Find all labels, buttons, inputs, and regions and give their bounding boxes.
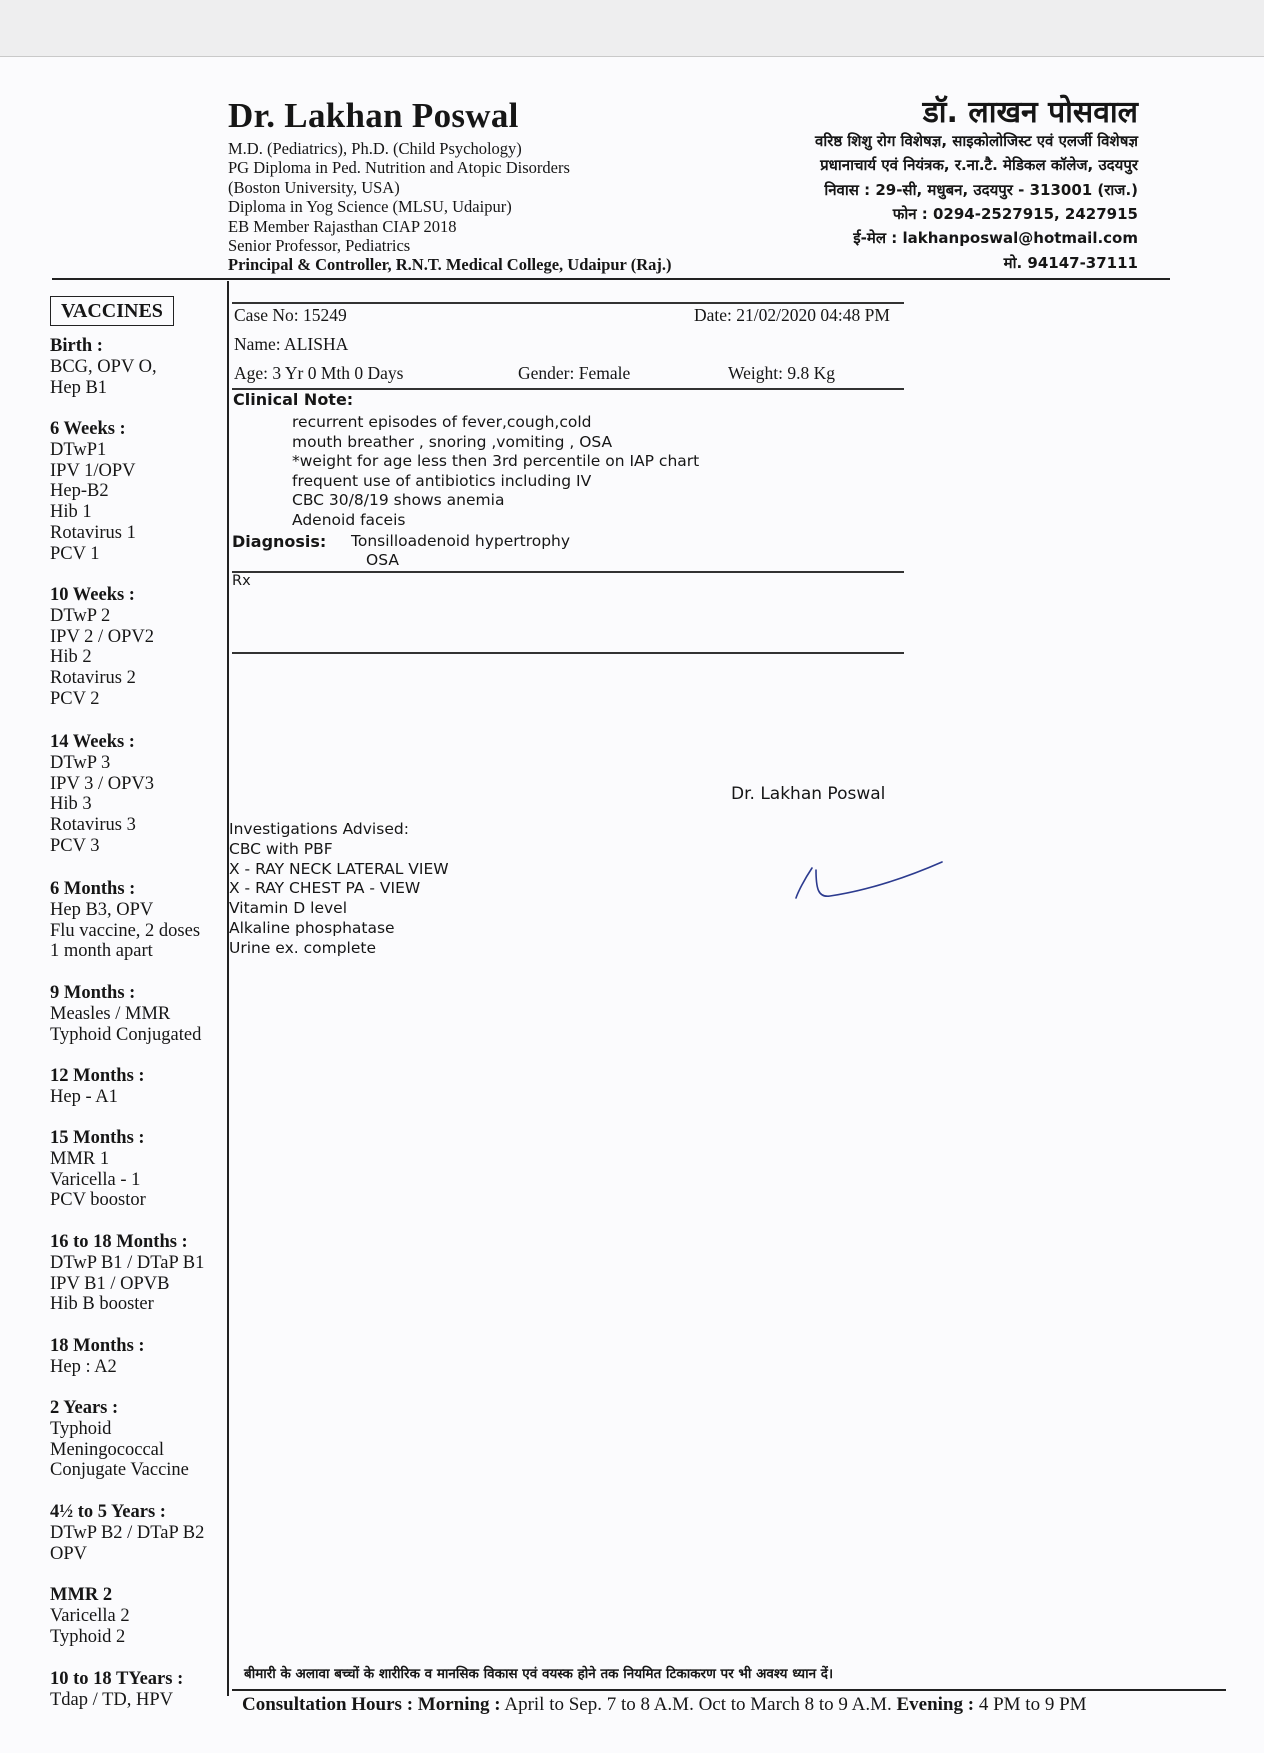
diagnosis-label: Diagnosis:	[232, 532, 327, 551]
vaccine-group-heading: Birth :	[50, 336, 103, 356]
vaccine-item: PCV 1	[50, 543, 100, 564]
vaccine-item: Measles / MMR	[50, 1003, 171, 1024]
consult-evening: 4 PM to 9 PM	[978, 1694, 1087, 1715]
hindi-designation: वरिष्ठ शिशु रोग विशेषज्ञ, साइकोलोजिस्ट एवं एलर्जी विशेषज्ञ	[815, 132, 1138, 150]
investigation-item: Urine ex. complete	[229, 938, 377, 957]
vaccine-item: Varicella 2	[50, 1605, 130, 1626]
vaccine-group-heading: 15 Months :	[50, 1128, 145, 1148]
clinical-notes	[292, 413, 699, 531]
vaccine-item: MMR 1	[50, 1148, 110, 1169]
vaccine-item: Typhoid Conjugated	[50, 1024, 202, 1045]
hindi-mobile: मो. 94147-37111	[1003, 254, 1138, 272]
vaccine-item: IPV 3 / OPV3	[50, 773, 154, 794]
vaccine-item: Hep B3, OPV	[50, 899, 154, 920]
vaccine-item: PCV 2	[50, 688, 100, 709]
vaccine-item: DTwP B2 / DTaP B2	[50, 1522, 205, 1543]
signature-scribble	[790, 858, 950, 904]
vaccine-item: DTwP B1 / DTaP B1	[50, 1252, 205, 1273]
vaccine-group-heading: 12 Months :	[50, 1066, 145, 1086]
vaccine-item: IPV 1/OPV	[50, 460, 136, 481]
investigation-item: Vitamin D level	[229, 899, 348, 918]
vaccine-item: Meningococcal	[50, 1439, 165, 1460]
hindi-address: निवास : 29-सी, मधुबन, उदयपुर - 313001 (राज.)	[824, 181, 1138, 199]
vaccine-item: Hep-B2	[50, 481, 109, 502]
case-number: Case No: 15249	[234, 305, 347, 325]
clinical-note-line: *weight for age less then 3rd percentile on IAP chart	[292, 452, 700, 471]
vaccine-item: Tdap / TD, HPV	[50, 1689, 173, 1710]
vaccine-item: IPV 2 / OPV2	[50, 626, 154, 647]
investigations	[229, 820, 449, 959]
vaccine-item: Flu vaccine, 2 doses	[50, 920, 201, 941]
patient-name: Name: ALISHA	[234, 334, 349, 354]
vaccine-item: DTwP 2	[50, 605, 111, 626]
clinical-note-label: Clinical Note:	[233, 390, 354, 409]
vaccine-item: Hib 2	[50, 647, 92, 668]
vaccine-item: Rotavirus 2	[50, 668, 136, 689]
clinical-note-line: recurrent episodes of fever,cough,cold	[292, 413, 592, 431]
footer-divider	[232, 1689, 1226, 1691]
consult-morning: April to Sep. 7 to 8 A.M. Oct to March 8 to 9 A.M.	[504, 1694, 892, 1715]
qualifications	[228, 139, 671, 275]
patient-gender: Gender: Female	[518, 363, 631, 383]
visit-date: Date: 21/02/2020 04:48 PM	[694, 305, 890, 325]
vaccine-group-heading: 10 Weeks :	[50, 585, 135, 605]
vaccine-group-heading: 4½ to 5 Years :	[50, 1502, 166, 1522]
rx-rule	[232, 652, 904, 654]
vaccine-item: PCV boostor	[50, 1190, 146, 1211]
qualification-line: Senior Professor, Pediatrics	[228, 236, 411, 256]
qualification-line: PG Diploma in Ped. Nutrition and Atopic Disorders	[228, 158, 570, 178]
diagnosis-line: Tonsilloadenoid hypertrophy	[351, 532, 571, 550]
clinical-note-line: CBC 30/8/19 shows anemia	[292, 491, 505, 510]
vaccine-item: Typhoid 2	[50, 1626, 126, 1647]
qualification-line: Diploma in Yog Science (MLSU, Udaipur)	[228, 197, 512, 217]
vaccine-item: Hib 1	[50, 502, 92, 523]
vaccine-item: Hep : A2	[50, 1356, 117, 1377]
vaccine-group-heading: 2 Years :	[50, 1398, 119, 1418]
vaccine-item: Varicella - 1	[50, 1169, 141, 1190]
hindi-position: प्रधानाचार्य एवं नियंत्रक, र.ना.टै. मेडिकल कॉलेज, उदयपुर	[820, 156, 1138, 174]
vaccine-group-12-months	[50, 1066, 228, 1108]
clinical-note-line: frequent use of antibiotics including IV	[292, 471, 592, 490]
vaccine-group-heading: 6 Months :	[50, 879, 136, 899]
vaccine-item: 1 month apart	[50, 941, 153, 962]
vaccine-item: Hep B1	[50, 377, 108, 398]
qualification-line: (Boston University, USA)	[228, 177, 400, 197]
vaccine-item: Rotavirus 1	[50, 522, 136, 543]
vaccine-group-4-5-years	[50, 1502, 228, 1564]
vaccine-group-16-18-months	[50, 1232, 228, 1315]
principal-line: Principal & Controller, R.N.T. Medical College, Udaipur (Raj.)	[228, 255, 672, 275]
consult-label: Consultation Hours : Morning :	[242, 1694, 501, 1715]
investigation-item: X - RAY NECK LATERAL VIEW	[229, 859, 449, 878]
vaccine-group-15-months	[50, 1128, 228, 1211]
vaccine-group-6-weeks	[50, 419, 228, 565]
vaccine-group-heading: 14 Weeks :	[50, 732, 135, 752]
vaccine-group-heading: 10 to 18 TYears :	[50, 1669, 184, 1689]
vaccine-item: BCG, OPV O,	[50, 356, 157, 377]
signature-name: Dr. Lakhan Poswal	[731, 784, 886, 804]
investigation-item: Alkaline phosphatase	[229, 918, 395, 937]
vaccine-item: DTwP1	[50, 439, 107, 460]
hindi-phone: फोन : 0294-2527915, 2427915	[892, 205, 1138, 223]
vaccine-group-10-weeks	[50, 585, 228, 710]
vaccine-item: PCV 3	[50, 835, 100, 856]
vaccine-group-heading: 6 Weeks :	[50, 419, 126, 439]
vaccine-item: Hep - A1	[50, 1086, 118, 1107]
header-divider	[52, 278, 1170, 280]
vaccine-group-mmr-2	[50, 1585, 228, 1647]
vaccine-item: IPV B1 / OPVB	[50, 1273, 170, 1294]
hindi-doctor-name: डॉ. लाखन पोसवाल	[922, 95, 1138, 130]
investigation-item: CBC with PBF	[229, 839, 333, 858]
vaccine-item: OPV	[50, 1543, 88, 1564]
rx-label: Rx	[232, 573, 251, 589]
vaccine-item: Hib 3	[50, 794, 92, 815]
patient-weight: Weight: 9.8 Kg	[728, 363, 835, 383]
scan-top-strip	[0, 0, 1264, 57]
patient-top-rule	[232, 302, 904, 304]
consult-evening-label: Evening :	[896, 1694, 975, 1715]
diagnosis-line: OSA	[366, 551, 399, 569]
vaccine-item: Rotavirus 3	[50, 815, 136, 836]
vaccine-item: DTwP 3	[50, 752, 111, 773]
vaccine-group-heading: 18 Months :	[50, 1336, 145, 1356]
vaccines-title: VACCINES	[50, 296, 174, 326]
footer-hindi-note: बीमारी के अलावा बच्चों के शारीरिक व मानसिक विकास एवं वयस्क होने तक नियमित टिकाकरण पर भी अवश्य ध्यान दें।	[244, 1666, 834, 1682]
investigations-title: Investigations Advised:	[229, 820, 409, 838]
vaccine-item: Hib B booster	[50, 1294, 154, 1315]
vaccine-group-heading: MMR 2	[50, 1585, 113, 1605]
vaccine-group-10-18-years	[50, 1669, 228, 1711]
clinical-note-line: mouth breather , snoring ,vomiting , OSA	[292, 432, 613, 451]
vaccine-group-birth	[50, 336, 228, 398]
vaccine-group-9-months	[50, 983, 228, 1045]
diagnosis-rule	[232, 571, 904, 573]
qualification-line: EB Member Rajasthan CIAP 2018	[228, 216, 457, 236]
vaccine-group-2-years	[50, 1398, 228, 1481]
vaccine-item: Typhoid	[50, 1418, 112, 1439]
vaccine-group-18-months	[50, 1336, 228, 1378]
clinical-note-line: Adenoid faceis	[292, 510, 406, 529]
vaccine-group-14-weeks	[50, 732, 228, 857]
patient-age: Age: 3 Yr 0 Mth 0 Days	[234, 363, 404, 383]
qualification-line: M.D. (Pediatrics), Ph.D. (Child Psychology)	[228, 139, 522, 158]
vaccine-group-6-months	[50, 879, 228, 962]
vaccine-group-heading: 9 Months :	[50, 983, 136, 1003]
vaccine-group-heading: 16 to 18 Months :	[50, 1232, 188, 1252]
hindi-email: ई-मेल : lakhanposwal@hotmail.com	[853, 229, 1138, 247]
consultation-hours	[242, 1694, 1087, 1716]
vaccine-item: Conjugate Vaccine	[50, 1460, 189, 1481]
doctor-name: Dr. Lakhan Poswal	[228, 96, 519, 135]
investigation-item: X - RAY CHEST PA - VIEW	[229, 879, 421, 898]
